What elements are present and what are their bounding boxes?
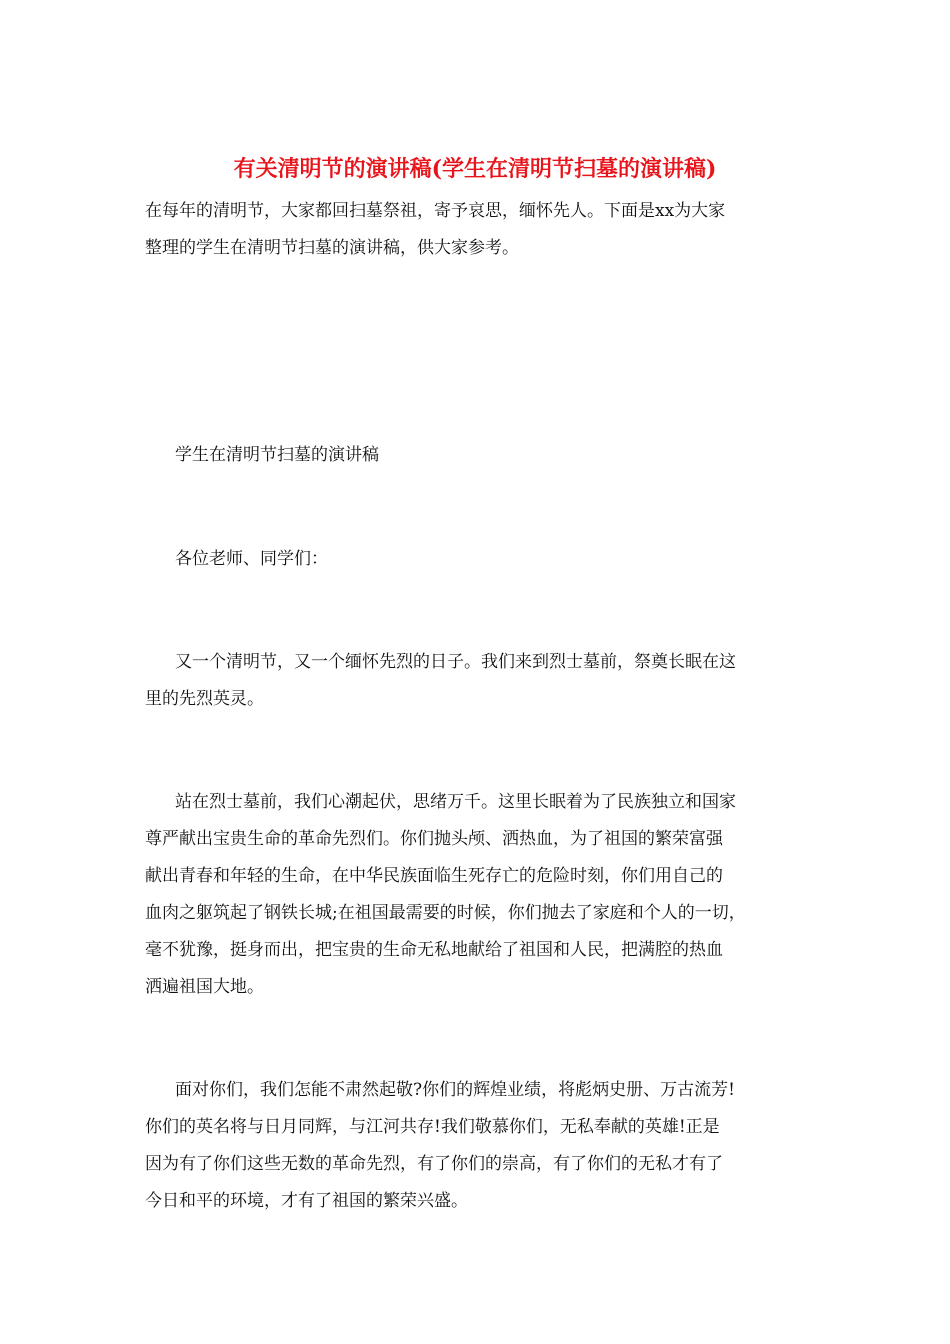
intro-line: 在每年的清明节，大家都回扫墓祭祖，寄予哀思，缅怀先人。下面是xx为大家 <box>145 201 726 221</box>
speech-subtitle: 学生在清明节扫墓的演讲稿 <box>175 445 379 465</box>
paragraph-line: 血肉之躯筑起了钢铁长城;在祖国最需要的时候，你们抛去了家庭和个人的一切， <box>145 903 746 923</box>
paragraph-line: 站在烈士墓前，我们心潮起伏，思绪万千。这里长眠着为了民族独立和国家 <box>175 792 736 812</box>
paragraph-line: 里的先烈英灵。 <box>145 689 264 709</box>
paragraph-line: 今日和平的环境，才有了祖国的繁荣兴盛。 <box>145 1191 468 1211</box>
salutation: 各位老师、同学们： <box>175 549 328 569</box>
paragraph-line: 你们的英名将与日月同辉，与江河共存!我们敬慕你们，无私奉献的英雄!正是 <box>145 1117 720 1137</box>
paragraph-line: 尊严献出宝贵生命的革命先烈们。你们抛头颅、洒热血，为了祖国的繁荣富强 <box>145 829 723 849</box>
intro-line: 整理的学生在清明节扫墓的演讲稿，供大家参考。 <box>145 238 519 258</box>
paragraph-line: 面对你们，我们怎能不肃然起敬?你们的辉煌业绩，将彪炳史册、万古流芳! <box>175 1080 735 1100</box>
document-title: 有关清明节的演讲稿(学生在清明节扫墓的演讲稿) <box>233 156 717 182</box>
paragraph-line: 毫不犹豫，挺身而出，把宝贵的生命无私地献给了祖国和人民，把满腔的热血 <box>145 940 723 960</box>
paragraph-line: 献出青春和年轻的生命，在中华民族面临生死存亡的危险时刻，你们用自己的 <box>145 866 723 886</box>
paragraph-line: 洒遍祖国大地。 <box>145 977 264 997</box>
paragraph-line: 因为有了你们这些无数的革命先烈，有了你们的崇高，有了你们的无私才有了 <box>145 1154 723 1174</box>
paragraph-line: 又一个清明节，又一个缅怀先烈的日子。我们来到烈士墓前，祭奠长眠在这 <box>175 652 736 672</box>
